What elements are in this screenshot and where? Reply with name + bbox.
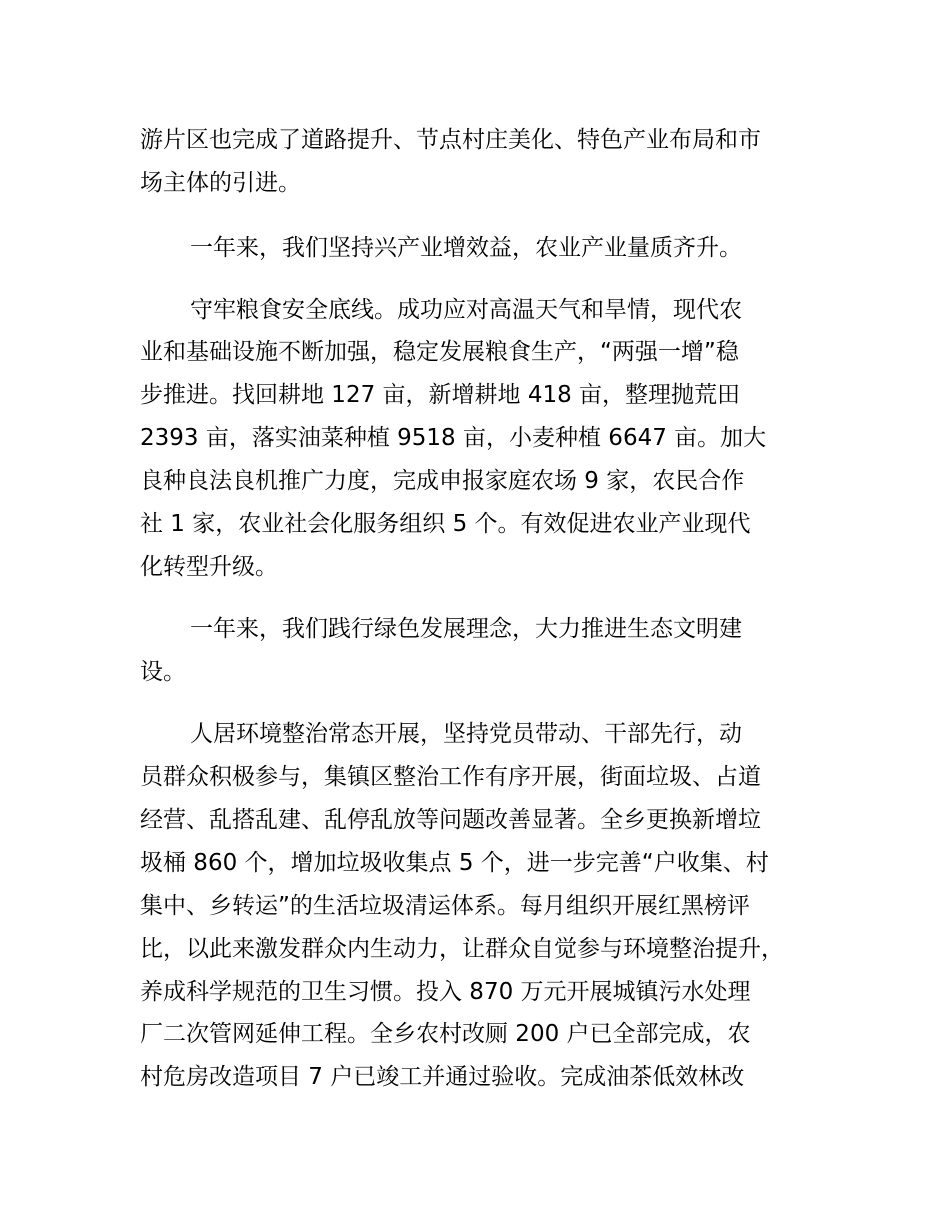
text-line: 经营、乱搭乱建、乱停乱放等问题改善显著。全乡更换新增垃	[140, 807, 761, 833]
text-line: 化转型升级。	[140, 554, 278, 580]
text-line: 场主体的引进。	[140, 170, 301, 196]
text-line: 良种良法良机推广力度，完成申报家庭农场 9 家，农民合作	[140, 468, 745, 494]
paragraph-first-line: 一年来，我们践行绿色发展理念，大力推进生态文明建	[190, 616, 742, 642]
text-line: 集中、乡转运”的生活垃圾清运体系。每月组织开展红黑榜评	[140, 893, 750, 919]
text-line: 圾桶 860 个，增加垃圾收集点 5 个，进一步完善“户收集、村	[140, 850, 769, 876]
text-line: 养成科学规范的卫生习惯。投入 870 万元开展城镇污水处理	[140, 979, 751, 1005]
text-line: 比，以此来激发群众内生动力，让群众自觉参与环境整治提升，	[140, 936, 784, 962]
text-line: 游片区也完成了道路提升、节点村庄美化、特色产业布局和市	[140, 127, 761, 153]
paragraph-first-line: 一年来，我们坚持兴产业增效益，农业产业量质齐升。	[190, 235, 742, 261]
text-line: 社 1 家，农业社会化服务组织 5 个。有效促进农业产业现代	[140, 511, 751, 537]
text-line: 员群众积极参与，集镇区整治工作有序开展，街面垃圾、占道	[140, 764, 761, 790]
text-line: 村危房改造项目 7 户已竣工并通过验收。完成油茶低效林改	[140, 1064, 745, 1090]
text-line: 业和基础设施不断加强，稳定发展粮食生产，“两强一增”稳	[140, 339, 739, 365]
paragraph-first-line: 守牢粮食安全底线。成功应对高温天气和旱情，现代农	[190, 297, 742, 323]
text-line: 步推进。找回耕地 127 亩，新增耕地 418 亩，整理抛荒田	[140, 382, 741, 408]
text-line: 设。	[140, 659, 186, 685]
text-line: 2393 亩，落实油菜种植 9518 亩，小麦种植 6647 亩。加大	[140, 425, 767, 451]
text-line: 厂二次管网延伸工程。全乡农村改厕 200 户已全部完成，农	[140, 1021, 751, 1047]
paragraph-first-line: 人居环境整治常态开展，坚持党员带动、干部先行，动	[190, 721, 742, 747]
